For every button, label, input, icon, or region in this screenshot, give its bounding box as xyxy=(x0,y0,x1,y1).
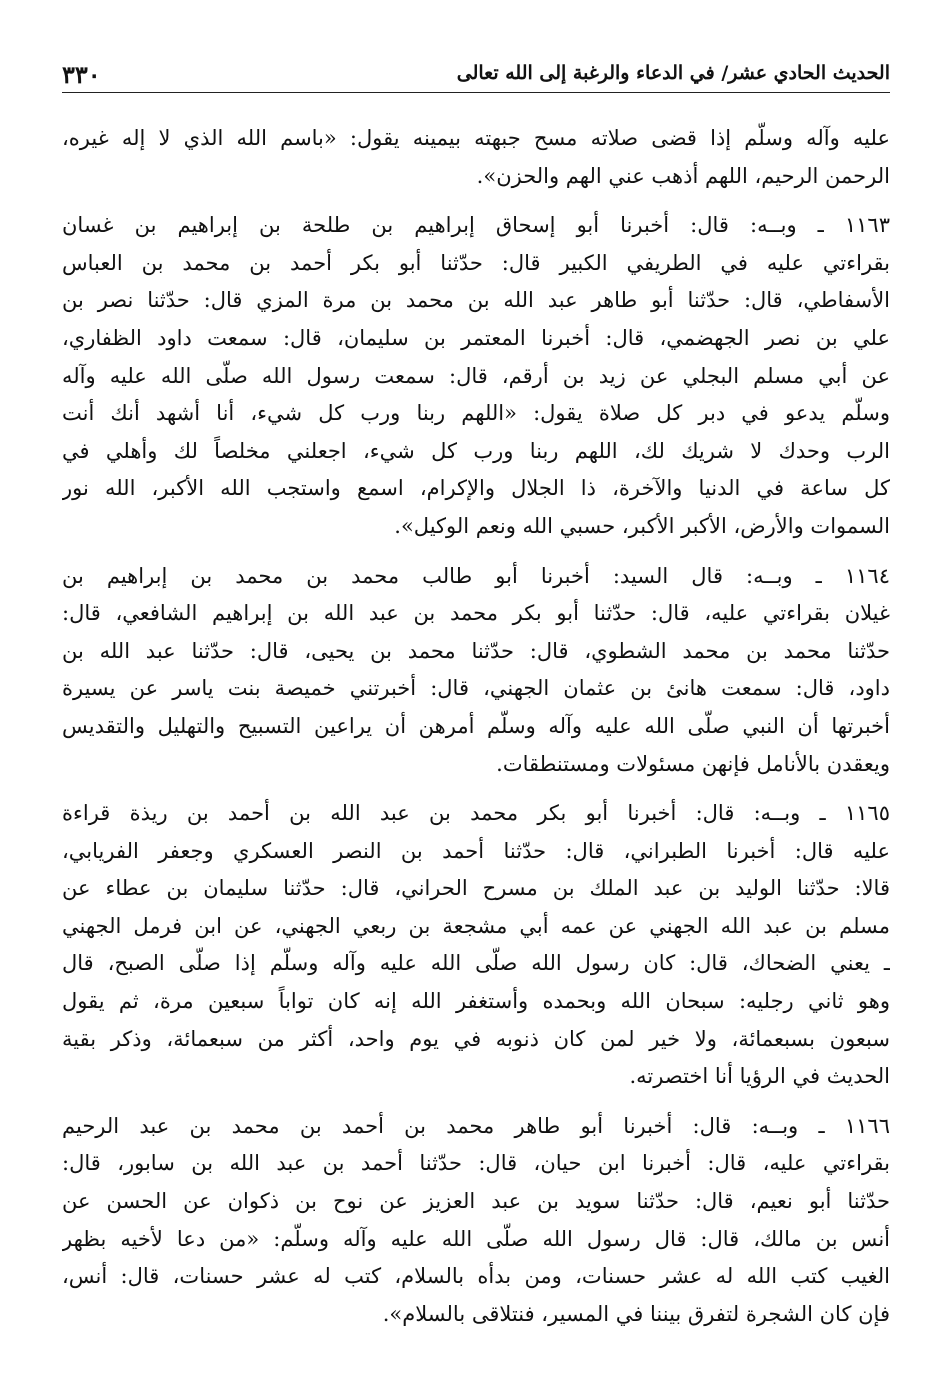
text-line: ويعقدن بالأنامل فإنهن مسئولات ومستنطقات. xyxy=(496,751,890,776)
text-line: السموات والأرض، الأكبر الأكبر، حسبي الله ونعم الوكيل». xyxy=(394,513,890,538)
text-line: بقراءتي عليه، قال: أخبرنا ابن حيان، قال: حدّثنا أحمد بن عبد الله بن سابور، قال: xyxy=(62,1151,890,1176)
paragraph xyxy=(62,207,890,545)
text-line: فإن كان الشجرة لتفرق بيننا في المسير، فنتلاقى بالسلام». xyxy=(382,1301,890,1326)
text-line: الرب وحدك لا شريك لك، اللهم ربنا ورب كل شيء، اجعلني مخلصاً لك وأهلي في xyxy=(62,438,890,463)
text-line: حدّثنا محمد بن محمد الشطوي، قال: حدّثنا محمد بن يحيى، قال: حدّثنا عبد الله بن xyxy=(62,638,890,663)
text-line: داود، قال: سمعت هانئ بن عثمان الجهني، قال: أخبرتني خميصة بنت ياسر عن يسيرة xyxy=(62,676,890,701)
text-line: بقراءتي عليه في الطريفي الكبير قال: حدّثنا أبو بكر أحمد بن محمد بن العباس xyxy=(62,250,890,275)
text-line: ـ يعني الضحاك، قال: كان رسول الله صلّى الله عليه وآله وسلّم إذا صلّى الصبح، قال xyxy=(62,951,890,976)
text-line: وهو ثاني رجليه: سبحان الله وبحمده وأستغفر الله إنه كان تواباً سبعين مرة، ثم يقول xyxy=(62,989,890,1014)
text-line: ١١٦٤ ـ وبــه: قال السيد: أخبرنا أبو طالب محمد بن محمد بن إبراهيم بن xyxy=(62,563,890,588)
text-line: سبعون بسبعمائة، ولا خير لمن كان ذنوبه في يوم واحد، أكثر من سبعمائة، وذكر بقية xyxy=(62,1026,890,1051)
text-line: وسلّم يدعو في دبر كل صلاة يقول: «اللهم ربنا ورب كل شيء، أنا أشهد أنك أنت xyxy=(62,401,890,426)
page-body xyxy=(62,120,890,1345)
page-number: ٣٣٠ xyxy=(62,60,101,89)
text-line: عن أبي مسلم البجلي عن زيد بن أرقم، قال: سمعت رسول الله صلّى الله عليه وآله xyxy=(62,363,890,388)
running-title: الحديث الحادي عشر/ في الدعاء والرغبة إلى الله تعالى xyxy=(456,62,890,84)
text-line: عليه قال: أخبرنا الطبراني، قال: حدّثنا أحمد بن النصر العسكري وجعفر الفريابي، xyxy=(62,838,890,863)
paragraph xyxy=(62,1108,890,1334)
text-line: قالا: حدّثنا الوليد بن عبد الملك بن مسرح الحراني، قال: حدّثنا سليمان بن عطاء عن xyxy=(62,876,890,901)
text-line: ١١٦٥ ـ وبــه: قال: أخبرنا أبو بكر محمد بن عبد الله بن أحمد بن ريذة قراءة xyxy=(62,801,890,826)
text-line: الرحمن الرحيم، اللهم أذهب عني الهم والحزن». xyxy=(476,163,890,188)
text-line: الغيب كتب الله له عشر حسنات، ومن بدأه بالسلام، كتب له عشر حسنات، قال: أنس، xyxy=(62,1264,890,1289)
text-line: عليه وآله وسلّم إذا قضى صلاته مسح جبهته بيمينه يقول: «باسم الله الذي لا إله غيره، xyxy=(62,126,890,150)
text-line: علي بن نصر الجهضمي، قال: أخبرنا المعتمر بن سليمان، قال: سمعت داود الظفاري، xyxy=(62,325,890,350)
text-line: ١١٦٦ ـ وبــه: قال: أخبرنا أبو طاهر محمد بن أحمد بن محمد بن عبد الرحيم xyxy=(62,1113,890,1138)
paragraph xyxy=(62,558,890,784)
text-line: مسلم بن عبد الله الجهني عن عمه أبي مشجعة بن ربعي الجهني، عن ابن فرمل الجهني xyxy=(62,913,890,938)
paragraph xyxy=(62,795,890,1096)
text-line: الحديث في الرؤيا أنا اختصرته. xyxy=(629,1064,890,1089)
text-line: أنس بن مالك، قال: قال رسول الله صلّى الله عليه وآله وسلّم: «من دعا لأخيه بظهر xyxy=(62,1226,890,1251)
text-line: الأسفاطي، قال: حدّثنا أبو طاهر عبد الله بن محمد بن مرة المزي قال: حدّثنا نصر بن xyxy=(62,288,890,313)
text-line: حدّثنا أبو نعيم، قال: حدّثنا سويد بن عبد العزيز عن نوح بن ذكوان عن الحسن عن xyxy=(62,1189,890,1214)
running-header xyxy=(62,58,890,93)
text-line: ١١٦٣ ـ وبــه: قال: أخبرنا أبو إسحاق إبراهيم بن طلحة بن إبراهيم بن غسان xyxy=(62,213,890,238)
text-line: غيلان بقراءتي عليه، قال: حدّثنا أبو بكر محمد بن عبد الله بن إبراهيم الشافعي، قال: xyxy=(62,601,890,626)
paragraph xyxy=(62,120,890,195)
text-line: كل ساعة في الدنيا والآخرة، ذا الجلال والإكرام، اسمع واستجب الله الأكبر، الله نور xyxy=(62,476,890,501)
text-line: أخبرتها أن النبي صلّى الله عليه وآله وسلّم أمرهن أن يراعين التسبيح والتهليل والتقديس xyxy=(62,713,890,738)
